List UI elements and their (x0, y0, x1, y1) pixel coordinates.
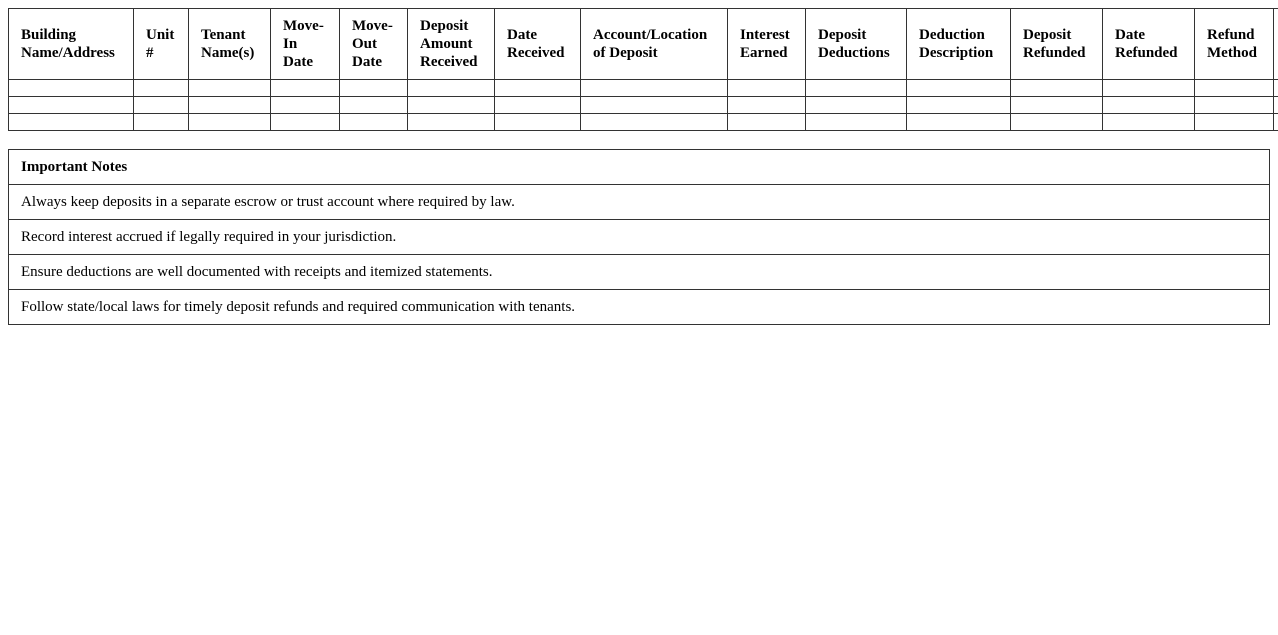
table-cell[interactable] (340, 97, 408, 114)
note-text: Follow state/local laws for timely deposit refunds and required communication with tenants. (9, 290, 1270, 325)
note-text: Ensure deductions are well documented with receipts and itemized statements. (9, 255, 1270, 290)
table-cell[interactable] (1103, 114, 1195, 131)
column-header: Deposit Refunded (1011, 9, 1103, 80)
notes-title: Important Notes (9, 150, 1270, 185)
table-cell[interactable] (1103, 97, 1195, 114)
table-cell[interactable] (495, 80, 581, 97)
table-cell[interactable] (806, 114, 907, 131)
table-cell[interactable] (581, 80, 728, 97)
important-notes-table (8, 149, 1270, 325)
table-cell[interactable] (1274, 114, 1278, 131)
table-cell[interactable] (9, 114, 134, 131)
column-header: Account/Location of Deposit (581, 9, 728, 80)
table-cell[interactable] (408, 80, 495, 97)
note-text: Always keep deposits in a separate escrow or trust account where required by law. (9, 185, 1270, 220)
table-cell[interactable] (134, 97, 189, 114)
table-cell[interactable] (806, 97, 907, 114)
table-cell[interactable] (1011, 114, 1103, 131)
table-cell[interactable] (907, 80, 1011, 97)
table-cell[interactable] (1011, 80, 1103, 97)
table-cell[interactable] (271, 80, 340, 97)
table-cell[interactable] (271, 114, 340, 131)
table-cell[interactable] (1274, 97, 1278, 114)
table-cell[interactable] (408, 114, 495, 131)
table-row (9, 80, 1278, 97)
table-cell[interactable] (408, 97, 495, 114)
table-cell[interactable] (1195, 114, 1274, 131)
table-cell[interactable] (134, 114, 189, 131)
table-cell[interactable] (728, 80, 806, 97)
table-cell[interactable] (495, 114, 581, 131)
column-header: Move-In Date (271, 9, 340, 80)
table-cell[interactable] (907, 114, 1011, 131)
column-header: Date Refunded (1103, 9, 1195, 80)
table-cell[interactable] (189, 114, 271, 131)
column-header: Building Name/Address (9, 9, 134, 80)
column-header: Move-Out Date (340, 9, 408, 80)
table-cell[interactable] (907, 97, 1011, 114)
table-cell[interactable] (581, 97, 728, 114)
table-cell[interactable] (1195, 80, 1274, 97)
column-header: Tenant Name(s) (189, 9, 271, 80)
note-row (9, 290, 1270, 325)
table-header-row (9, 9, 1278, 80)
column-header-cutoff (1274, 9, 1278, 80)
column-header: Date Received (495, 9, 581, 80)
table-cell[interactable] (1011, 97, 1103, 114)
table-cell[interactable] (1103, 80, 1195, 97)
table-cell[interactable] (1274, 80, 1278, 97)
table-cell[interactable] (189, 97, 271, 114)
deposit-ledger-table (8, 8, 1278, 131)
table-cell[interactable] (340, 114, 408, 131)
column-header: Refund Method (1195, 9, 1274, 80)
table-cell[interactable] (806, 80, 907, 97)
column-header: Deposit Amount Received (408, 9, 495, 80)
table-cell[interactable] (728, 97, 806, 114)
note-row (9, 255, 1270, 290)
column-header: Unit # (134, 9, 189, 80)
note-row (9, 220, 1270, 255)
table-cell[interactable] (134, 80, 189, 97)
table-cell[interactable] (340, 80, 408, 97)
notes-header-row (9, 150, 1270, 185)
table-cell[interactable] (1195, 97, 1274, 114)
table-row (9, 114, 1278, 131)
table-cell[interactable] (495, 97, 581, 114)
table-cell[interactable] (9, 97, 134, 114)
table-cell[interactable] (189, 80, 271, 97)
note-row (9, 185, 1270, 220)
note-text: Record interest accrued if legally required in your jurisdiction. (9, 220, 1270, 255)
table-row (9, 97, 1278, 114)
table-cell[interactable] (271, 97, 340, 114)
column-header: Deposit Deductions (806, 9, 907, 80)
table-cell[interactable] (9, 80, 134, 97)
table-cell[interactable] (581, 114, 728, 131)
column-header: Deduction Description (907, 9, 1011, 80)
column-header: Interest Earned (728, 9, 806, 80)
table-cell[interactable] (728, 114, 806, 131)
